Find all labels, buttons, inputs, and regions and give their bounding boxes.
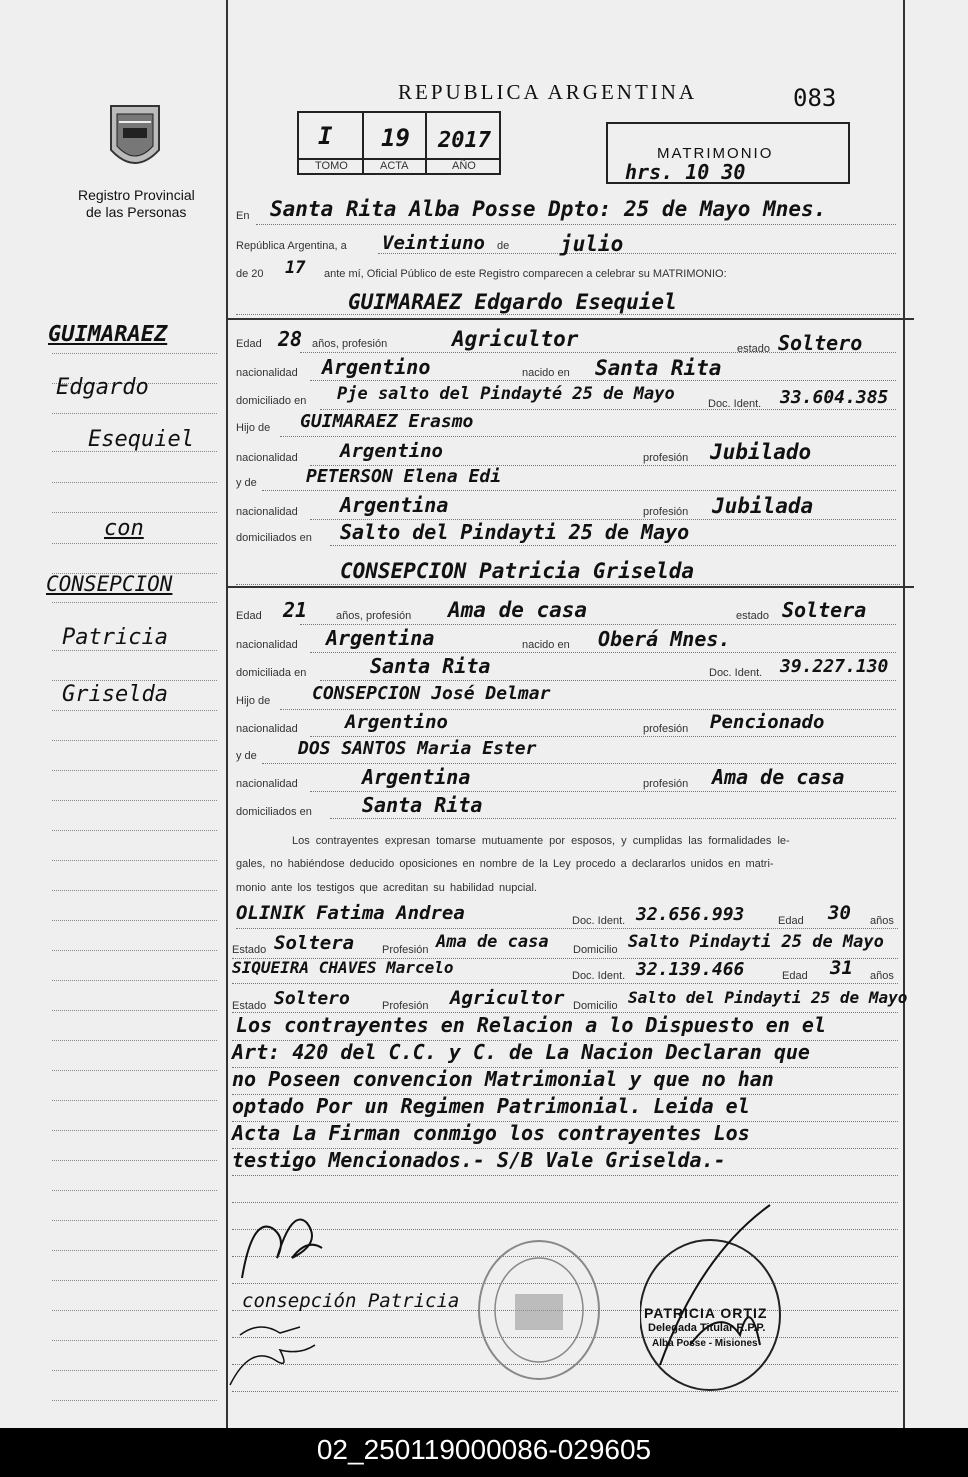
groom-father-profession: Jubilado <box>710 440 812 464</box>
groom-father: GUIMARAEZ Erasmo <box>300 411 474 432</box>
groom-hijo-label: Hijo de <box>236 422 271 434</box>
anio-value: 2017 <box>438 128 491 153</box>
bride-nationality: Argentina <box>326 626 435 650</box>
matrimonio-label: MATRIMONIO <box>657 145 774 162</box>
bride-hijo-label: Hijo de <box>236 695 271 707</box>
groom-yde-label: y de <box>236 477 257 489</box>
tomo-value: I <box>318 122 333 150</box>
note-line-3: no Poseen convencion Matrimonial y que no han <box>232 1067 774 1091</box>
witness1-age: 30 <box>828 902 851 924</box>
witness2-edad-label: Edad <box>782 970 808 982</box>
acta-value: 19 <box>381 124 410 152</box>
declaration-line-3: monio ante los testigos que acreditan su habilidad nupcial. <box>236 882 537 894</box>
margin-con: con <box>104 516 144 541</box>
registry-seal <box>478 1240 600 1380</box>
groom-mother-nat-label: nacionalidad <box>236 506 298 518</box>
groom-civil-status: Soltero <box>778 331 863 355</box>
witness2-domicilio-label: Domicilio <box>573 1000 618 1012</box>
right-rule <box>903 0 905 1428</box>
bride-mother: DOS SANTOS Maria Ester <box>298 738 537 759</box>
groom-father-prof-label: profesión <box>643 452 689 464</box>
groom-nationality: Argentino <box>322 355 431 379</box>
witness2-profesion-label: Profesión <box>382 1000 429 1012</box>
bride-civil-status: Soltera <box>782 598 867 622</box>
witness2-address: Salto del Pindayti 25 de Mayo <box>628 988 908 1007</box>
bride-doc-label: Doc. Ident. <box>709 667 763 679</box>
note-line-2: Art: 420 del C.C. y C. de La Nacion Declaran que <box>232 1040 810 1064</box>
witness2-civil-status: Soltero <box>274 988 350 1009</box>
year-prefix: de 20 <box>236 268 264 280</box>
registry-name-2: de las Personas <box>86 204 187 220</box>
declaration-line-2: gales, no habiéndose deducido oposiciones en nombre de la Ley procedo a declararlos unidos en matri- <box>236 858 774 870</box>
bride-address: Santa Rita <box>370 654 491 678</box>
witness1-doc-label: Doc. Ident. <box>572 915 626 927</box>
witness2-estado-label: Estado <box>232 1000 267 1012</box>
note-line-5: Acta La Firman conmigo los contrayentes Los <box>232 1121 750 1145</box>
anio-label: AÑO <box>452 160 476 172</box>
witness2-profession: Agricultor <box>450 987 565 1009</box>
groom-section-rule <box>228 318 914 320</box>
bride-nacido-label: nacido en <box>522 639 570 651</box>
groom-nacionalidad-label: nacionalidad <box>236 367 298 379</box>
groom-mother-prof-label: profesión <box>643 506 689 518</box>
margin-surname-2: CONSEPCION <box>46 572 173 596</box>
registry-name-1: Registro Provincial <box>78 187 195 203</box>
groom-parents-dom-label: domiciliados en <box>236 532 312 544</box>
bride-full-name: CONSEPCION Patricia Griselda <box>340 559 695 583</box>
bride-profession: Ama de casa <box>448 598 588 622</box>
bride-mother-nat-label: nacionalidad <box>236 778 298 790</box>
margin-given-1b: Esequiel <box>88 427 194 452</box>
witness2-doc: 32.139.466 <box>636 959 745 980</box>
en-label: En <box>236 210 250 222</box>
witness1-anos-label: años <box>870 915 894 927</box>
bride-father-prof-label: profesión <box>643 723 689 735</box>
groom-doc: 33.604.385 <box>780 387 889 408</box>
declaration-line-1: Los contrayentes expresan tomarse mutuamente por esposos, y cumplidas las formalidades le- <box>292 835 790 847</box>
month: julio <box>560 232 624 256</box>
document-id-footer: 02_250119000086-029605 <box>0 1428 968 1477</box>
place: Santa Rita Alba Posse Dpto: 25 de Mayo Mnes. <box>270 197 827 221</box>
registry-logo <box>105 100 165 178</box>
bride-father-profession: Pencionado <box>710 711 825 733</box>
witness2-anos-label: años <box>870 970 894 982</box>
groom-domicilio-label: domiciliado en <box>236 395 307 407</box>
box-divider-2 <box>425 111 427 175</box>
official-title: Delegada Titular R.P.P. <box>648 1322 766 1334</box>
groom-signature <box>232 1198 332 1288</box>
witness1-doc: 32.656.993 <box>636 904 745 925</box>
acta-label: ACTA <box>380 160 409 172</box>
margin-given-2b: Griselda <box>62 682 168 707</box>
de-label: de <box>497 240 510 252</box>
bride-father: CONSEPCION José Delmar <box>312 683 551 704</box>
tomo-label: TOMO <box>315 160 348 172</box>
bride-signature: consepción Patricia <box>242 1290 460 1312</box>
witness1-estado-label: Estado <box>232 944 267 956</box>
intro-text: ante mí, Oficial Público de este Registro comparecen a celebrar su MATRIMONIO: <box>324 268 727 280</box>
box-divider-1 <box>362 111 364 175</box>
groom-estado-label: estado <box>737 343 771 355</box>
groom-birthplace: Santa Rita <box>595 356 722 380</box>
year-suffix: 17 <box>285 258 306 278</box>
bride-profession-label: años, profesión <box>336 610 412 622</box>
witness1-name: OLINIK Fatima Andrea <box>236 902 465 924</box>
republica-label: República Argentina, a <box>236 240 347 252</box>
bride-section-rule <box>228 586 914 588</box>
witness1-address: Salto Pindayti 25 de Mayo <box>628 932 884 952</box>
groom-age: 28 <box>278 327 303 351</box>
groom-doc-label: Doc. Ident. <box>708 398 762 410</box>
groom-father-nationality: Argentino <box>340 440 443 462</box>
witness2-age: 31 <box>830 957 853 979</box>
bride-parents-address: Santa Rita <box>362 793 483 817</box>
witness-signatures <box>220 1315 330 1395</box>
note-line-4: optado Por un Regimen Patrimonial. Leida el <box>232 1094 750 1118</box>
bride-mother-nationality: Argentina <box>362 765 471 789</box>
groom-parents-address: Salto del Pindayti 25 de Mayo <box>340 520 690 544</box>
bride-age: 21 <box>283 598 308 622</box>
groom-address: Pje salto del Pindayté 25 de Mayo <box>337 384 675 404</box>
margin-given-2a: Patricia <box>62 625 168 650</box>
day: Veintiuno <box>382 232 485 254</box>
groom-full-name: GUIMARAEZ Edgardo Esequiel <box>348 290 677 314</box>
country-title: REPUBLICA ARGENTINA <box>398 80 698 104</box>
bride-yde-label: y de <box>236 750 257 762</box>
bride-parents-dom-label: domiciliados en <box>236 806 312 818</box>
bride-doc: 39.227.130 <box>780 656 889 677</box>
bride-estado-label: estado <box>736 610 770 622</box>
groom-mother-nationality: Argentina <box>340 493 449 517</box>
bride-father-nationality: Argentino <box>345 711 448 733</box>
groom-edad-label: Edad <box>236 338 262 350</box>
groom-mother-profession: Jubilada <box>712 494 814 518</box>
note-line-6: testigo Mencionados.- S/B Vale Griselda.- <box>232 1148 726 1172</box>
groom-profession-label: años, profesión <box>312 338 388 350</box>
bride-mother-prof-label: profesión <box>643 778 689 790</box>
groom-mother: PETERSON Elena Edi <box>306 466 502 487</box>
witness2-doc-label: Doc. Ident. <box>572 970 626 982</box>
official-name: PATRICIA ORTIZ <box>644 1305 768 1321</box>
margin-rule <box>226 0 228 1428</box>
margin-given-1a: Edgardo <box>56 375 149 400</box>
witness1-domicilio-label: Domicilio <box>573 944 618 956</box>
ceremony-time: hrs. 10 30 <box>625 160 746 184</box>
bride-mother-profession: Ama de casa <box>712 765 845 789</box>
witness1-profession: Ama de casa <box>436 932 549 952</box>
groom-nacido-label: nacido en <box>522 367 570 379</box>
bride-father-nat-label: nacionalidad <box>236 723 298 735</box>
official-signature <box>640 1195 800 1395</box>
margin-surname-1: GUIMARAEZ <box>48 322 168 347</box>
official-place: Alba Posse - Misiones <box>652 1338 758 1349</box>
bride-domicilio-label: domiciliada en <box>236 667 307 679</box>
note-line-1: Los contrayentes en Relacion a lo Dispuesto en el <box>236 1013 827 1037</box>
witness2-name: SIQUEIRA CHAVES Marcelo <box>232 958 454 977</box>
bride-birthplace: Oberá Mnes. <box>598 627 731 651</box>
witness1-profesion-label: Profesión <box>382 944 429 956</box>
groom-father-nat-label: nacionalidad <box>236 452 298 464</box>
witness1-edad-label: Edad <box>778 915 804 927</box>
groom-profession: Agricultor <box>452 327 579 351</box>
bride-nacionalidad-label: nacionalidad <box>236 639 298 651</box>
witness1-civil-status: Soltera <box>274 932 355 954</box>
bride-edad-label: Edad <box>236 610 262 622</box>
page-number: 083 <box>793 84 837 112</box>
